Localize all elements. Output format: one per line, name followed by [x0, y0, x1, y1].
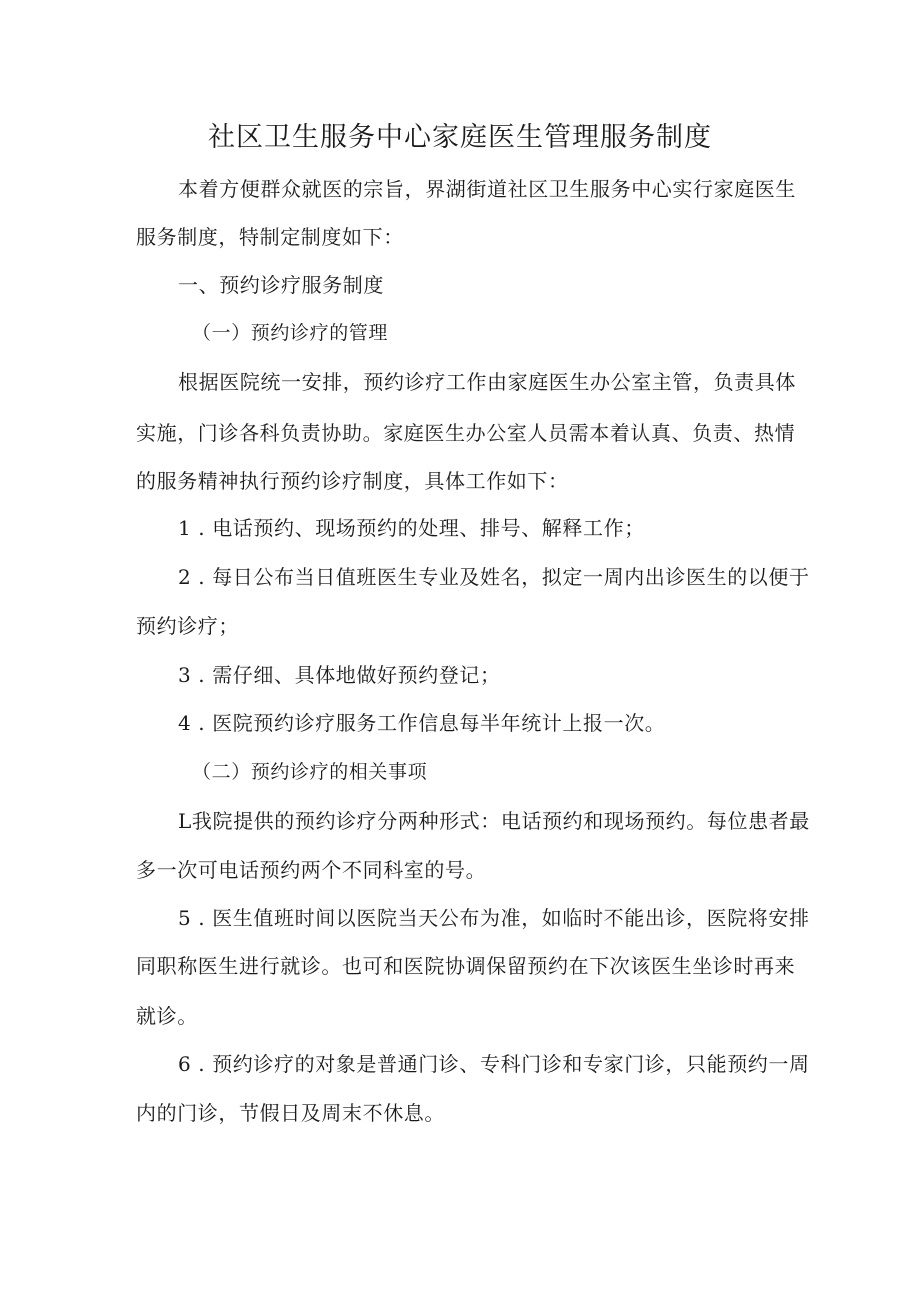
list-item-3: 3 . 需仔细、具体地做好预约登记； [178, 663, 501, 687]
list-item-2-line-1: 2 . 每日公布当日值班医生专业及姓名，拟定一周内出诊医生的以便于 [178, 565, 810, 589]
sub1-para-line-2: 实施，门诊各科负责协助。家庭医生办公室人员需本着认真、负责、热情 [136, 421, 796, 445]
list-item-2-line-2: 预约诊疗； [136, 614, 239, 638]
document-title: 社区卫生服务中心家庭医生管理服务制度 [208, 122, 712, 153]
sub1-heading: （一）预约诊疗的管理 [192, 322, 389, 344]
intro-line-1: 本着方便群众就医的宗旨，界湖街道社区卫生服务中心实行家庭医生 [178, 177, 796, 201]
sub2-heading: （二）预约诊疗的相关事项 [192, 761, 428, 783]
sub2-item-1-line-1: L我院提供的预约诊疗分两种形式：电话预约和现场预约。每位患者最 [178, 809, 810, 833]
sub1-para-line-1: 根据医院统一安排，预约诊疗工作由家庭医生办公室主管，负责具体 [178, 370, 796, 394]
sub2-item-5-line-1: 5 . 医生值班时间以医院当天公布为准，如临时不能出诊，医院将安排 [178, 906, 810, 930]
section1-heading: 一、预约诊疗服务制度 [178, 273, 384, 297]
sub1-para-line-3: 的服务精神执行预约诊疗制度，具体工作如下： [136, 469, 569, 493]
sub2-item-6-line-2: 内的门诊，节假日及周末不休息。 [136, 1101, 445, 1125]
sub2-item-5-line-2: 同职称医生进行就诊。也可和医院协调保留预约在下次该医生坐诊时再来 [136, 954, 796, 978]
sub2-item-1-line-2: 多一次可电话预约两个不同科室的号。 [136, 858, 487, 882]
list-item-4: 4 . 医院预约诊疗服务工作信息每半年统计上报一次。 [178, 711, 666, 735]
sub2-item-5-line-3: 就诊。 [136, 1004, 198, 1028]
sub2-item-6-line-1: 6 . 预约诊疗的对象是普通门诊、专科门诊和专家门诊，只能预约一周 [178, 1052, 810, 1076]
intro-line-2: 服务制度，特制定制度如下： [136, 225, 404, 249]
list-item-1: 1 . 电话预约、现场预约的处理、排号、解释工作； [178, 516, 645, 540]
